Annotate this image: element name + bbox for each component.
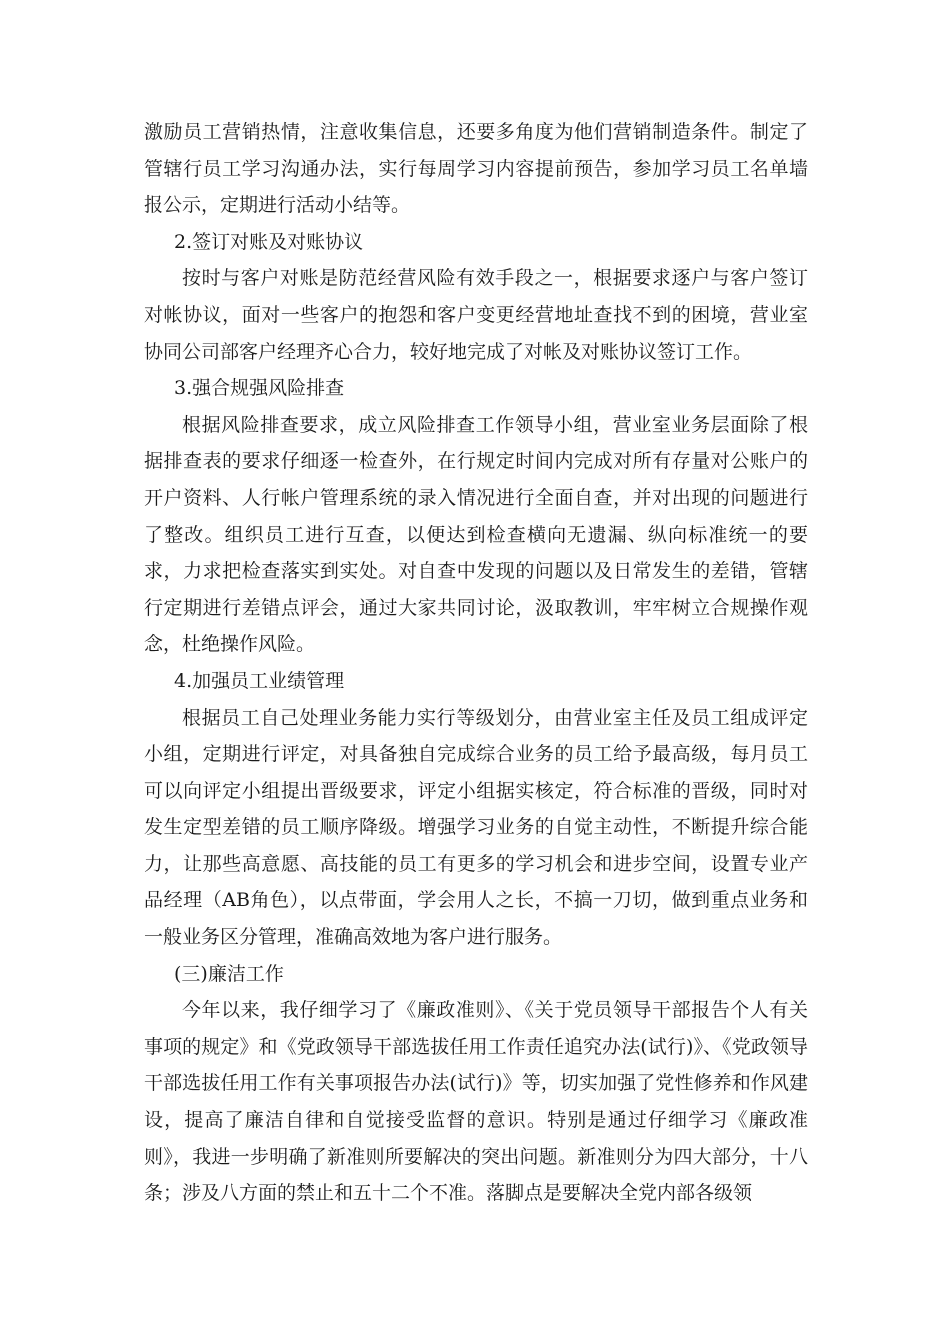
section-heading-integrity: (三)廉洁工作 bbox=[174, 962, 284, 985]
paragraph-reconciliation: 按时与客户对账是防范经营风险有效手段之一，根据要求逐户与客户签订对帐协议，面对一些客户的抱怨和客户变更经营地址查找不到的困境，营业室协同公司部客户经理齐心合力，较好地完成了对帐及对账协议签订工作。 bbox=[144, 267, 808, 363]
paragraph-performance: 根据员工自己处理业务能力实行等级划分，由营业室主任及员工组成评定小组，定期进行评定，对具备独自完成综合业务的员工给予最高级，每月员工可以向评定小组提出晋级要求，评定小组据实核定，符合标准的晋级，同时对发生定型差错的员工顺序降级。增强学习业务的自觉主动性，不断提升综合能力，让那些高意愿、高技能的员工有更多的学习机会和进步空间，设置专业产品经理（AB角色），以点带面，学会用人之长，不搞一刀切，做到重点业务和一般业务区分管理，准确高效地为客户进行服务。 bbox=[144, 706, 808, 949]
paragraph-risk-check: 根据风险排查要求，成立风险排查工作领导小组，营业室业务层面除了根据排查表的要求仔细逐一检查外，在行规定时间内完成对所有存量对公账户的开户资料、人行帐户管理系统的录入情况进行全面自查，并对出现的问题进行了整改。组织员工进行互查，以便达到检查横向无遗漏、纵向标准统一的要求，力求把检查落实到实处。对自查中发现的问题以及日常发生的差错，管辖行定期进行差错点评会，通过大家共同讨论，汲取教训，牢牢树立合规操作观念，杜绝操作风险。 bbox=[144, 413, 808, 656]
paragraph-intro-continued: 激励员工营销热情，注意收集信息，还要多角度为他们营销制造条件。制定了管辖行员工学习沟通办法，实行每周学习内容提前预告，参加学习员工名单墙报公示，定期进行活动小结等。 bbox=[144, 121, 808, 217]
section-heading-2: 2.签订对账及对账协议 bbox=[174, 230, 364, 253]
section-heading-3: 3.强合规强风险排查 bbox=[174, 377, 345, 400]
section-heading-4: 4.加强员工业绩管理 bbox=[174, 669, 345, 692]
paragraph-integrity: 今年以来，我仔细学习了《廉政准则》、《关于党员领导干部报告个人有关事项的规定》和《党政领导干部选拔任用工作责任追究办法(试行)》、《党政领导干部选拔任用工作有关事项报告办法(试行)》等，切实加强了党性修养和作风建设，提高了廉洁自律和自觉接受监督的意识。特别是通过仔细学习《廉政准则》，我进一步明确了新准则所要解决的突出问题。新准则分为四大部分，十八条；涉及八方面的禁止和五十二个不准。落脚点是要解决全党内部各级领 bbox=[144, 999, 808, 1205]
document-body bbox=[144, 114, 808, 1212]
